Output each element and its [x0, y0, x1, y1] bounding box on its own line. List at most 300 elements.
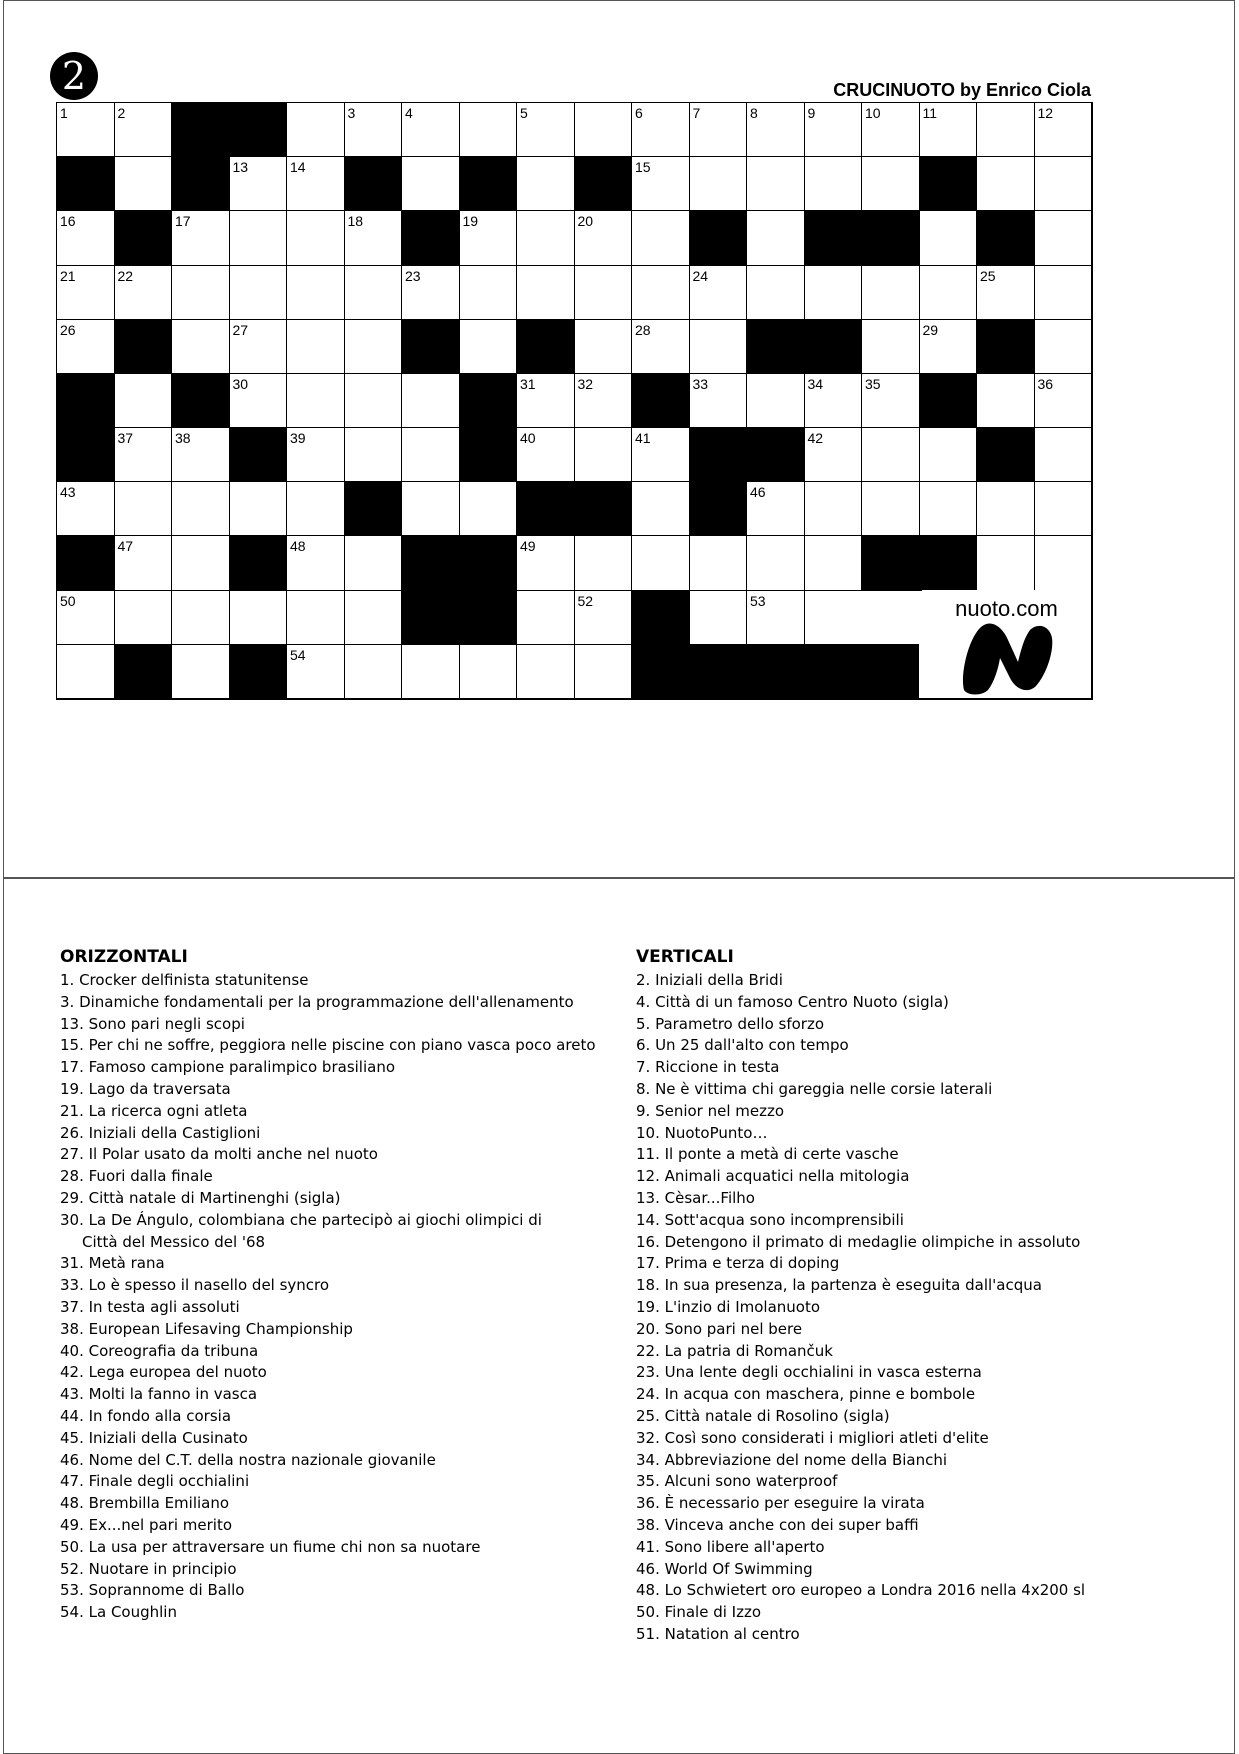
clue-number: 53	[750, 592, 766, 609]
grid-cell[interactable]	[574, 102, 632, 156]
logo-text: nuoto.com	[955, 596, 1058, 621]
clue-number: 17	[175, 213, 191, 230]
grid-cell[interactable]	[401, 156, 459, 210]
black-cell	[976, 427, 1034, 481]
grid-cell[interactable]	[56, 265, 114, 319]
clue-number: 27	[232, 321, 249, 338]
clue-number: 46	[750, 484, 766, 501]
grid-cell[interactable]	[286, 210, 344, 264]
down-clue: 6. Un 25 dall'alto con tempo	[636, 1036, 849, 1055]
across-clue: 42. Lega europea del nuoto	[60, 1363, 267, 1382]
grid-cell[interactable]	[1034, 319, 1092, 373]
down-clue: 11. Il ponte a metà di certe vasche	[636, 1145, 899, 1164]
grid-cell[interactable]	[286, 481, 344, 535]
clue-number: 29	[922, 321, 939, 338]
grid-cell[interactable]	[401, 265, 459, 319]
grid-cell[interactable]	[631, 102, 689, 156]
across-clue: 50. La usa per attraversare un fiume chi non sa nuotare	[60, 1537, 481, 1556]
clue-number: 11	[922, 105, 938, 121]
grid-cell[interactable]	[804, 373, 862, 427]
grid-cell[interactable]	[229, 156, 287, 210]
grid-cell[interactable]	[689, 590, 747, 644]
clue-number: 19	[462, 213, 479, 230]
grid-cell[interactable]	[631, 156, 689, 210]
grid-cell[interactable]	[746, 265, 804, 319]
black-cell	[229, 644, 287, 698]
grid-cell[interactable]	[574, 427, 632, 481]
black-cell	[746, 644, 804, 698]
clue-number: 38	[175, 430, 191, 447]
grid-cell[interactable]	[574, 535, 632, 589]
grid-cell[interactable]	[919, 427, 977, 481]
grid-cell[interactable]	[574, 319, 632, 373]
black-cell	[976, 210, 1034, 264]
grid-cell[interactable]	[56, 644, 114, 698]
grid-cell[interactable]	[574, 644, 632, 698]
black-cell	[401, 590, 459, 644]
down-clue: 32. Così sono considerati i migliori atleti d'elite	[636, 1428, 989, 1447]
across-clue: 47. Finale degli occhialini	[60, 1472, 250, 1491]
grid-cell[interactable]	[631, 265, 689, 319]
down-clue: 7. Riccione in testa	[636, 1058, 780, 1077]
black-cell	[459, 590, 517, 644]
grid-cell[interactable]	[746, 210, 804, 264]
down-clue: 38. Vinceva anche con dei super baffi	[636, 1515, 919, 1534]
clue-number: 14	[290, 159, 306, 176]
grid-cell[interactable]	[344, 265, 402, 319]
across-clue: 3. Dinamiche fondamentali per la programmazione dell'allenamento	[60, 992, 574, 1011]
clue-number: 51	[405, 592, 421, 609]
grid-cell[interactable]	[976, 265, 1034, 319]
clue-number: 54	[290, 646, 306, 663]
clue-number: 18	[347, 213, 364, 230]
grid-cell[interactable]	[229, 481, 287, 535]
across-clue: 29. Città natale di Martinenghi (sigla)	[60, 1188, 341, 1207]
grid-cell[interactable]	[1034, 427, 1092, 481]
down-clue: 8. Ne è vittima chi gareggia nelle corsie laterali	[636, 1079, 993, 1098]
black-cell	[459, 427, 517, 481]
grid-cell[interactable]	[919, 265, 977, 319]
black-cell	[919, 156, 977, 210]
black-cell	[861, 644, 919, 698]
clue-number: 6	[635, 105, 643, 121]
black-cell	[459, 373, 517, 427]
across-clue: 37. In testa agli assoluti	[60, 1297, 240, 1316]
grid-cell[interactable]	[516, 590, 574, 644]
clue-number: 49	[520, 538, 536, 555]
grid-cell[interactable]	[516, 427, 574, 481]
down-clue: 14. Sott'acqua sono incomprensibili	[636, 1210, 904, 1229]
clue-number: 32	[577, 375, 594, 392]
grid-cell[interactable]	[746, 156, 804, 210]
down-clue: 19. L'inzio di Imolanuoto	[636, 1297, 821, 1316]
grid-cell[interactable]	[574, 590, 632, 644]
grid-cell[interactable]	[689, 319, 747, 373]
grid-cell[interactable]	[919, 210, 977, 264]
down-clue: 13. Cèsar...Filho	[636, 1188, 755, 1207]
grid-cell[interactable]	[746, 481, 804, 535]
clue-number: 41	[635, 430, 651, 447]
grid-cell[interactable]	[919, 319, 977, 373]
clue-number: 50	[60, 592, 76, 609]
grid-cell[interactable]	[861, 156, 919, 210]
grid-cell[interactable]	[861, 481, 919, 535]
grid-cell[interactable]	[344, 427, 402, 481]
grid-cell[interactable]	[1034, 481, 1092, 535]
clue-number: 36	[1037, 375, 1054, 392]
black-cell	[746, 319, 804, 373]
down-clue: 25. Città natale di Rosolino (sigla)	[636, 1406, 890, 1425]
across-clue: 53. Soprannome di Ballo	[60, 1581, 245, 1600]
grid-cell[interactable]	[114, 265, 172, 319]
puzzle-number-badge: 2	[50, 52, 98, 100]
grid-cell[interactable]	[746, 535, 804, 589]
grid-cell[interactable]	[286, 265, 344, 319]
grid-cell[interactable]	[459, 265, 517, 319]
grid-cell[interactable]	[976, 373, 1034, 427]
clue-number: 42	[807, 430, 824, 447]
black-cell	[344, 481, 402, 535]
black-cell	[516, 481, 574, 535]
grid-cell[interactable]	[689, 265, 747, 319]
black-cell	[56, 535, 114, 589]
clue-number: 16	[60, 213, 76, 230]
grid-cell[interactable]	[229, 210, 287, 264]
black-cell	[861, 210, 919, 264]
down-clue-list	[636, 970, 1196, 1646]
grid-cell[interactable]	[171, 265, 229, 319]
grid-cell[interactable]	[1034, 156, 1092, 210]
grid-cell[interactable]	[861, 102, 919, 156]
black-cell	[689, 481, 747, 535]
black-cell	[171, 102, 229, 156]
clue-number: 5	[520, 105, 528, 121]
grid-cell[interactable]	[229, 590, 287, 644]
grid-cell[interactable]	[114, 102, 172, 156]
grid-cell[interactable]	[804, 535, 862, 589]
grid-cell[interactable]	[631, 319, 689, 373]
clue-number: 34	[807, 375, 824, 392]
across-clue: 54. La Coughlin	[60, 1603, 177, 1622]
grid-cell[interactable]	[56, 481, 114, 535]
black-cell	[401, 319, 459, 373]
black-cell	[56, 156, 114, 210]
clue-number: 2	[117, 105, 126, 121]
grid-cell[interactable]	[401, 644, 459, 698]
down-clue: 10. NuotoPunto…	[636, 1123, 768, 1142]
grid-cell[interactable]	[286, 535, 344, 589]
grid-cell[interactable]	[976, 102, 1034, 156]
grid-cell[interactable]	[401, 102, 459, 156]
across-clue: 44. In fondo alla corsia	[60, 1406, 232, 1425]
across-clue: 27. Il Polar usato da molti anche nel nuoto	[60, 1145, 378, 1164]
across-clue: 46. Nome del C.T. della nostra nazionale giovanile	[60, 1450, 436, 1469]
grid-cell[interactable]	[574, 265, 632, 319]
down-clue: 23. Una lente degli occhialini in vasca esterna	[636, 1363, 982, 1382]
down-clue: 41. Sono libere all'aperto	[636, 1537, 825, 1556]
grid-cell[interactable]	[861, 427, 919, 481]
black-cell	[631, 373, 689, 427]
clue-number: 43	[60, 484, 76, 501]
grid-cell[interactable]	[459, 644, 517, 698]
clue-number: 25	[980, 267, 996, 284]
black-cell	[689, 644, 747, 698]
grid-cell[interactable]	[516, 535, 574, 589]
clue-number: 15	[635, 159, 651, 176]
grid-cell[interactable]	[689, 535, 747, 589]
grid-cell[interactable]	[459, 210, 517, 264]
down-clue: 24. In acqua con maschera, pinne e bombole	[636, 1385, 976, 1404]
black-cell	[171, 156, 229, 210]
down-clue: 17. Prima e terza di doping	[636, 1254, 840, 1273]
grid-cell[interactable]	[1034, 210, 1092, 264]
grid-cell[interactable]	[286, 319, 344, 373]
clue-number: 28	[635, 321, 651, 338]
clue-number: 12	[1037, 105, 1054, 121]
grid-cell[interactable]	[286, 373, 344, 427]
grid-cell[interactable]	[516, 156, 574, 210]
grid-cell[interactable]	[344, 102, 402, 156]
grid-cell[interactable]	[804, 427, 862, 481]
grid-cell[interactable]	[516, 644, 574, 698]
grid-cell[interactable]	[286, 427, 344, 481]
down-clue: 50. Finale di Izzo	[636, 1603, 761, 1622]
down-clue: 2. Iniziali della Bridi	[636, 971, 783, 989]
across-clue: 19. Lago da traversata	[60, 1079, 231, 1098]
grid-cell[interactable]	[114, 373, 172, 427]
grid-cell[interactable]	[229, 265, 287, 319]
grid-cell[interactable]	[344, 373, 402, 427]
grid-cell[interactable]	[286, 156, 344, 210]
across-clues	[60, 946, 620, 1624]
grid-cell[interactable]	[56, 590, 114, 644]
across-clue: 38. European Lifesaving Championship	[60, 1319, 353, 1338]
clue-number: 9	[807, 105, 816, 121]
grid-cell[interactable]	[804, 102, 862, 156]
across-clue: 28. Fuori dalla finale	[60, 1167, 213, 1186]
black-cell	[229, 427, 287, 481]
grid-cell[interactable]	[976, 481, 1034, 535]
grid-cell[interactable]	[804, 265, 862, 319]
grid-cell[interactable]	[689, 102, 747, 156]
clue-number: 26	[60, 321, 76, 338]
across-clue: 15. Per chi ne soffre, peggiora nelle piscine con piano vasca poco areto	[60, 1036, 596, 1055]
down-clue: 16. Detengono il primato di medaglie olimpiche in assoluto	[636, 1232, 1081, 1251]
grid-cell[interactable]	[804, 156, 862, 210]
grid-cell[interactable]	[1034, 102, 1092, 156]
down-clue: 36. È necessario per eseguire la virata	[636, 1494, 925, 1513]
black-cell	[56, 427, 114, 481]
nuoto-n-logo-icon	[958, 620, 1058, 695]
grid-cell[interactable]	[171, 590, 229, 644]
down-clue: 12. Animali acquatici nella mitologia	[636, 1167, 910, 1186]
grid-cell[interactable]	[56, 319, 114, 373]
down-clue: 35. Alcuni sono waterproof	[636, 1472, 838, 1491]
clue-number: 24	[692, 267, 709, 284]
black-cell	[919, 535, 977, 589]
grid-cell[interactable]	[804, 481, 862, 535]
down-clue: 48. Lo Schwietert oro europeo a Londra 2016 nella 4x200 sl	[636, 1581, 1086, 1600]
across-clue: 17. Famoso campione paralimpico brasiliano	[60, 1058, 396, 1077]
black-cell	[516, 319, 574, 373]
clue-number: 10	[865, 105, 881, 121]
black-cell	[631, 590, 689, 644]
black-cell	[574, 156, 632, 210]
clue-number: 4	[405, 105, 413, 121]
down-clue: 4. Città di un famoso Centro Nuoto (sigla)	[636, 992, 949, 1011]
clue-number: 35	[865, 375, 881, 392]
black-cell	[919, 373, 977, 427]
across-clue: 13. Sono pari negli scopi	[60, 1014, 245, 1033]
grid-cell[interactable]	[56, 102, 114, 156]
black-cell	[861, 535, 919, 589]
across-clue: 21. La ricerca ogni atleta	[60, 1101, 248, 1120]
clue-number: 52	[577, 592, 594, 609]
black-cell	[689, 210, 747, 264]
across-clue: 33. Lo è spesso il nasello del syncro	[60, 1276, 330, 1295]
grid-cell[interactable]	[746, 102, 804, 156]
across-clue: 49. Ex...nel pari merito	[60, 1515, 233, 1534]
grid-cell[interactable]	[631, 535, 689, 589]
black-cell	[114, 644, 172, 698]
grid-cell[interactable]	[171, 644, 229, 698]
clue-number: 7	[692, 105, 701, 121]
down-heading: VERTICALI	[636, 947, 734, 967]
black-cell	[401, 210, 459, 264]
grid-cell[interactable]	[114, 156, 172, 210]
grid-cell[interactable]	[114, 535, 172, 589]
grid-cell[interactable]	[344, 644, 402, 698]
grid-cell[interactable]	[286, 590, 344, 644]
grid-cell[interactable]	[459, 319, 517, 373]
black-cell	[114, 210, 172, 264]
black-cell	[171, 373, 229, 427]
grid-cell[interactable]	[286, 644, 344, 698]
black-cell	[459, 156, 517, 210]
grid-cell[interactable]	[516, 102, 574, 156]
grid-cell[interactable]	[516, 210, 574, 264]
black-cell	[631, 644, 689, 698]
across-clue: 1. Crocker delfinista statunitense	[60, 971, 309, 989]
black-cell	[56, 373, 114, 427]
across-clue: 43. Molti la fanno in vasca	[60, 1385, 258, 1404]
grid-cell[interactable]	[689, 156, 747, 210]
across-clue: 45. Iniziali della Cusinato	[60, 1428, 248, 1447]
grid-cell[interactable]	[401, 481, 459, 535]
across-clue: 26. Iniziali della Castiglioni	[60, 1123, 261, 1142]
down-clue: 18. In sua presenza, la partenza è eseguita dall'acqua	[636, 1276, 1042, 1295]
nuoto-logo	[922, 590, 1091, 698]
black-cell	[229, 535, 287, 589]
clue-number: 23	[405, 267, 421, 284]
grid-cell[interactable]	[114, 427, 172, 481]
grid-cell[interactable]	[229, 319, 287, 373]
grid-cell[interactable]	[1034, 373, 1092, 427]
across-clue: 31. Metà rana	[60, 1254, 165, 1273]
black-cell	[804, 319, 862, 373]
down-clue: 20. Sono pari nel bere	[636, 1319, 803, 1338]
clue-number: 33	[692, 375, 709, 392]
black-cell	[229, 102, 287, 156]
clue-number: 44	[347, 484, 364, 501]
clue-number: 31	[520, 375, 536, 392]
grid-cell[interactable]	[861, 373, 919, 427]
grid-cell[interactable]	[976, 156, 1034, 210]
grid-cell[interactable]	[746, 590, 804, 644]
clue-number: 21	[60, 267, 76, 284]
clue-number: 40	[520, 430, 536, 447]
grid-cell[interactable]	[229, 373, 287, 427]
grid-cell[interactable]	[344, 535, 402, 589]
clue-number: 20	[577, 213, 594, 230]
grid-cell[interactable]	[286, 102, 344, 156]
grid-cell[interactable]	[344, 210, 402, 264]
grid-cell[interactable]	[631, 481, 689, 535]
black-cell	[976, 319, 1034, 373]
grid-cell[interactable]	[344, 590, 402, 644]
grid-cell[interactable]	[861, 265, 919, 319]
grid-cell[interactable]	[919, 102, 977, 156]
across-clue-list	[60, 970, 620, 1624]
grid-cell[interactable]	[861, 319, 919, 373]
clue-number: 3	[347, 105, 356, 121]
grid-cell[interactable]	[574, 373, 632, 427]
black-cell	[574, 481, 632, 535]
clue-number: 39	[290, 430, 306, 447]
grid-cell[interactable]	[1034, 535, 1092, 589]
grid-cell[interactable]	[804, 590, 862, 644]
grid-cell[interactable]	[114, 590, 172, 644]
grid-cell[interactable]	[516, 265, 574, 319]
grid-cell[interactable]	[344, 319, 402, 373]
grid-cell[interactable]	[171, 427, 229, 481]
grid-cell[interactable]	[56, 210, 114, 264]
grid-cell[interactable]	[746, 373, 804, 427]
black-cell	[746, 427, 804, 481]
logo-area-cell	[861, 590, 919, 644]
black-cell	[804, 210, 862, 264]
grid-cell[interactable]	[919, 481, 977, 535]
down-clue: 9. Senior nel mezzo	[636, 1101, 785, 1120]
across-clue: 52. Nuotare in principio	[60, 1559, 237, 1578]
grid-cell[interactable]	[689, 373, 747, 427]
grid-cell[interactable]	[171, 535, 229, 589]
clue-number: 8	[750, 105, 758, 121]
clue-number: 13	[232, 159, 249, 176]
grid-cell[interactable]	[631, 427, 689, 481]
down-clue: 46. World Of Swimming	[636, 1559, 813, 1578]
grid-cell[interactable]	[574, 210, 632, 264]
grid-cell[interactable]	[171, 210, 229, 264]
grid-cell[interactable]	[401, 427, 459, 481]
grid-cell[interactable]	[459, 481, 517, 535]
grid-cell[interactable]	[976, 535, 1034, 589]
grid-cell[interactable]	[401, 373, 459, 427]
across-heading: ORIZZONTALI	[60, 947, 188, 967]
grid-cell[interactable]	[1034, 265, 1092, 319]
across-clue: 40. Coreografia da tribuna	[60, 1341, 259, 1360]
grid-cell[interactable]	[171, 319, 229, 373]
grid-cell[interactable]	[171, 481, 229, 535]
grid-cell[interactable]	[459, 102, 517, 156]
grid-cell[interactable]	[114, 481, 172, 535]
grid-cell[interactable]	[631, 210, 689, 264]
across-clue: 48. Brembilla Emiliano	[60, 1494, 230, 1513]
clue-number: 37	[117, 430, 134, 447]
grid-cell[interactable]	[516, 373, 574, 427]
clue-number: 30	[232, 375, 249, 392]
black-cell	[689, 427, 747, 481]
